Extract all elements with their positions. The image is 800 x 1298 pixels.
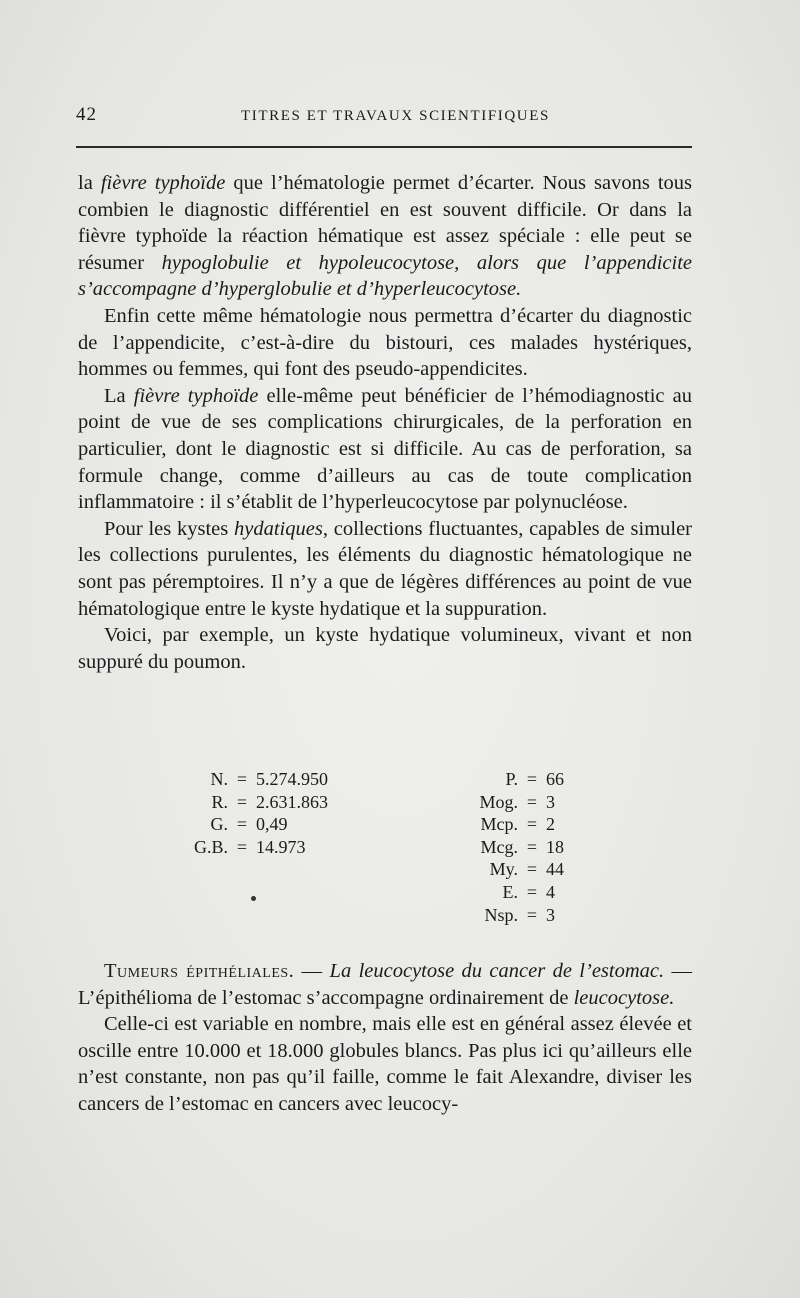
row-value: 3	[546, 904, 555, 925]
leucocyte-formula-column	[440, 768, 620, 926]
page-number: 42	[76, 104, 97, 125]
table-row	[440, 904, 620, 927]
row-label: Mcg.	[480, 836, 518, 857]
row-label: Mog.	[479, 791, 518, 812]
equals-sign: =	[236, 814, 248, 835]
text-run: elle-même peut bénéficier de l’hémodiagnostic au point de vue de ses complications chirurgicales, de la perforation en particulier, dont le diagnostic est si difficile. Au cas de perforation, sa formule change, comme d’ailleurs au cas de toute complication inflammatoire : il s’établit de l’hyperleucocytose par polynucléose.	[78, 384, 693, 514]
equals-sign: =	[236, 769, 248, 789]
equals-sign: =	[526, 791, 538, 812]
equals-sign: =	[526, 904, 538, 925]
equals-sign: =	[526, 881, 538, 902]
italic-run: hydatiques	[234, 517, 323, 540]
row-value: 2	[546, 814, 555, 835]
header-rule	[76, 146, 692, 148]
table-row	[440, 791, 620, 814]
table-row	[140, 813, 390, 836]
paragraph-1	[78, 170, 692, 303]
equals-sign: =	[236, 836, 248, 857]
row-value: 4	[546, 881, 555, 902]
row-value: 44	[546, 859, 564, 880]
table-row	[440, 858, 620, 881]
row-value: 5.274.950	[256, 769, 328, 789]
row-value: 14.973	[256, 836, 306, 857]
table-row	[440, 881, 620, 904]
blood-count-column	[140, 768, 390, 858]
table-row	[440, 813, 620, 836]
row-value: 2.631.863	[256, 791, 328, 812]
text-run: —	[294, 960, 330, 982]
table-row	[140, 836, 390, 859]
table-row	[140, 791, 390, 814]
italic-run: leucocytose.	[573, 986, 675, 1009]
row-label: G.B.	[193, 836, 228, 857]
row-label: E.	[502, 881, 518, 902]
paragraph-2: Enfin cette même hématologie nous permettra d’écarter du diagnostic de l’appendicite, c’est-à-dire du bistouri, ces malades hystériques, hommes ou femmes, qui font des pseudo-appendicites.	[78, 304, 692, 381]
text-run: , collections fluctuantes, capables de simuler les collections purulentes, les éléments du diagnostic hématologique ne sont pas péremptoires. Il n’y a que de légères différences au point de vue hématologique entre le kyste hydatique et la suppuration.	[78, 517, 693, 620]
equals-sign: =	[526, 769, 538, 789]
text-run: que l’hématologie permet d’écarter. Nous savons tous combien le diagnostic différentiel en est souvent difficile. Or dans la fièvre typhoïde la réaction hématique est assez spéciale : elle peut se résumer	[78, 172, 692, 274]
italic-run: hypoglobulie et hypoleucocytose, alors que l’appendicite s’accompagne d’hyperglobulie et d’hyperleucocytose.	[78, 251, 692, 301]
paragraph-4	[78, 516, 692, 622]
row-label: Mcp.	[480, 814, 518, 835]
text-run: La	[104, 384, 134, 407]
text-run: — L’épithélioma de l’estomac s’accompagne ordinairement de	[78, 960, 692, 1009]
row-label: P.	[505, 769, 518, 789]
body-text	[78, 170, 692, 675]
row-label: N.	[210, 769, 228, 789]
section-heading: Tumeurs épithéliales.	[104, 960, 295, 982]
section-subtitle: La leucocytose du cancer de l’estomac.	[329, 960, 665, 982]
italic-run: fièvre typhoïde	[100, 172, 226, 194]
table-row	[440, 768, 620, 791]
paragraph-5: Voici, par exemple, un kyste hydatique volumineux, vivant et non suppuré du poumon.	[78, 624, 692, 673]
row-label: Nsp.	[484, 904, 518, 925]
row-label: My.	[489, 859, 518, 880]
table-row	[440, 836, 620, 859]
row-label: R.	[211, 791, 228, 812]
italic-run: fièvre typhoïde	[133, 384, 259, 407]
paragraph-6: Celle-ci est variable en nombre, mais elle est en général assez élevée et oscille entre 10.000 et 18.000 globules blancs. Pas plus ici qu’ailleurs elle n’est constante, non pas qu’il faille, comme le fait Alexandre, diviser les cancers de l’estomac en cancers avec leucocy-	[78, 1013, 692, 1115]
equals-sign: =	[526, 836, 538, 857]
row-value: 0,49	[256, 814, 288, 835]
paragraph-3	[78, 383, 692, 516]
text-run: Pour les kystes	[104, 517, 235, 540]
section-epithelial-tumors	[78, 958, 692, 1118]
running-title: TITRES ET TRAVAUX SCIENTIFIQUES	[241, 108, 550, 124]
page-header	[76, 104, 692, 134]
equals-sign: =	[526, 814, 538, 835]
text-run: la	[78, 172, 101, 194]
row-value: 66	[546, 769, 564, 789]
row-value: 3	[546, 791, 555, 812]
section-heading-paragraph	[78, 958, 692, 1011]
ink-dot	[251, 896, 256, 901]
row-value: 18	[546, 836, 564, 857]
row-label: G.	[210, 814, 228, 835]
table-row	[140, 768, 390, 791]
equals-sign: =	[526, 859, 538, 880]
equals-sign: =	[236, 791, 248, 812]
